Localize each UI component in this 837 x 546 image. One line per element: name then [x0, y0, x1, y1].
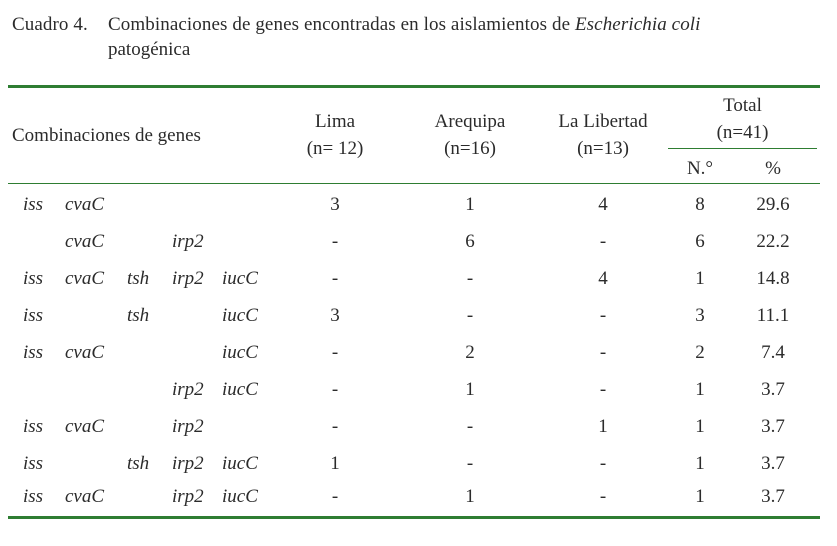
- cell-lima: -: [331, 379, 339, 400]
- table-row: [0, 266, 837, 300]
- gene-irp2: irp2: [172, 416, 204, 437]
- header-total-name: Total: [723, 95, 762, 116]
- gene-cvac: cvaC: [65, 486, 105, 507]
- table-row: [0, 229, 837, 263]
- cell-lima: -: [331, 486, 339, 507]
- cell-arequipa: 1: [465, 194, 475, 215]
- header-lima: [292, 108, 378, 162]
- gene-iucc: iucC: [222, 453, 258, 474]
- cell-percent: 3.7: [761, 379, 785, 400]
- gene-tsh: tsh: [127, 268, 150, 289]
- table-row: [0, 414, 837, 448]
- cell-arequipa: 2: [465, 342, 475, 363]
- cell-la-libertad: -: [599, 486, 607, 507]
- table-row: [0, 340, 837, 374]
- gene-irp2: irp2: [172, 486, 204, 507]
- caption-species: Escherichia coli: [574, 14, 701, 35]
- cell-percent: 7.4: [761, 342, 785, 363]
- gene-cvac: cvaC: [65, 268, 105, 289]
- cell-percent: 11.1: [756, 305, 790, 326]
- caption-label: Cuadro 4.: [12, 14, 88, 35]
- cell-lima: 3: [330, 305, 340, 326]
- cell-percent: 3.7: [761, 416, 785, 437]
- cell-count: 1: [695, 453, 705, 474]
- caption-text: Combinaciones de genes encontradas en los aislamientos de: [108, 14, 571, 35]
- cell-count: 8: [695, 194, 705, 215]
- cell-count: 1: [695, 268, 705, 289]
- gene-tsh: tsh: [127, 305, 150, 326]
- gene-iucc: iucC: [222, 342, 258, 363]
- cell-count: 6: [695, 231, 705, 252]
- header-bottom-rule: [8, 183, 820, 184]
- gene-cvac: cvaC: [65, 416, 105, 437]
- gene-tsh: tsh: [127, 453, 150, 474]
- gene-iss: iss: [23, 416, 44, 437]
- gene-iucc: iucC: [222, 268, 258, 289]
- header-total-n: (n=41): [716, 122, 769, 143]
- cell-lima: -: [331, 342, 339, 363]
- header-la-libertad-n: (n=13): [577, 138, 629, 159]
- cell-la-libertad: -: [599, 231, 607, 252]
- header-count: N.°: [686, 158, 714, 179]
- cell-la-libertad: 4: [598, 268, 608, 289]
- gene-iss: iss: [23, 453, 44, 474]
- cell-lima: -: [331, 416, 339, 437]
- gene-iss: iss: [23, 194, 44, 215]
- cell-count: 1: [695, 416, 705, 437]
- gene-cvac: cvaC: [65, 231, 105, 252]
- table-row: [0, 451, 837, 485]
- table-top-rule: [8, 85, 820, 88]
- cell-arequipa: -: [466, 305, 474, 326]
- cell-count: 1: [695, 486, 705, 507]
- gene-iucc: iucC: [222, 305, 258, 326]
- table-row: [0, 192, 837, 226]
- gene-iss: iss: [23, 486, 44, 507]
- header-arequipa-n: (n=16): [444, 138, 496, 159]
- cell-lima: 1: [330, 453, 340, 474]
- cell-arequipa: -: [466, 453, 474, 474]
- header-total: [668, 92, 817, 146]
- cell-lima: -: [331, 268, 339, 289]
- header-arequipa-name: Arequipa: [434, 111, 506, 132]
- cell-count: 1: [695, 379, 705, 400]
- header-la-libertad: [543, 108, 663, 162]
- cell-percent: 3.7: [761, 486, 785, 507]
- caption-text-line2: patogénica: [108, 39, 191, 60]
- gene-irp2: irp2: [172, 231, 204, 252]
- gene-iss: iss: [23, 305, 44, 326]
- gene-iucc: iucC: [222, 379, 258, 400]
- total-subheader-rule: [668, 148, 817, 149]
- header-arequipa: [420, 108, 520, 162]
- cell-arequipa: 1: [465, 379, 475, 400]
- cell-count: 2: [695, 342, 705, 363]
- cell-percent: 14.8: [756, 268, 790, 289]
- cell-la-libertad: -: [599, 342, 607, 363]
- cell-arequipa: -: [466, 416, 474, 437]
- cell-la-libertad: 4: [598, 194, 608, 215]
- gene-cvac: cvaC: [65, 194, 105, 215]
- cell-lima: -: [331, 231, 339, 252]
- cell-arequipa: 1: [465, 486, 475, 507]
- gene-irp2: irp2: [172, 268, 204, 289]
- table-row: [0, 377, 837, 411]
- header-lima-n: (n= 12): [306, 138, 364, 159]
- gene-iss: iss: [23, 342, 44, 363]
- header-percent: %: [765, 158, 781, 179]
- cell-percent: 22.2: [756, 231, 790, 252]
- gene-irp2: irp2: [172, 453, 204, 474]
- header-genes: Combinaciones de genes: [12, 125, 201, 146]
- cell-percent: 29.6: [756, 194, 790, 215]
- header-lima-name: Lima: [314, 111, 356, 132]
- cell-la-libertad: 1: [598, 416, 608, 437]
- cell-arequipa: 6: [465, 231, 475, 252]
- cell-count: 3: [695, 305, 705, 326]
- table-row: [0, 484, 837, 518]
- cell-percent: 3.7: [761, 453, 785, 474]
- header-la-libertad-name: La Libertad: [558, 111, 648, 132]
- cell-la-libertad: -: [599, 305, 607, 326]
- table-row: [0, 303, 837, 337]
- gene-cvac: cvaC: [65, 342, 105, 363]
- gene-iss: iss: [23, 268, 44, 289]
- cell-la-libertad: -: [599, 379, 607, 400]
- gene-irp2: irp2: [172, 379, 204, 400]
- table-caption: [12, 12, 827, 62]
- cell-lima: 3: [330, 194, 340, 215]
- gene-iucc: iucC: [222, 486, 258, 507]
- cell-arequipa: -: [466, 268, 474, 289]
- cell-la-libertad: -: [599, 453, 607, 474]
